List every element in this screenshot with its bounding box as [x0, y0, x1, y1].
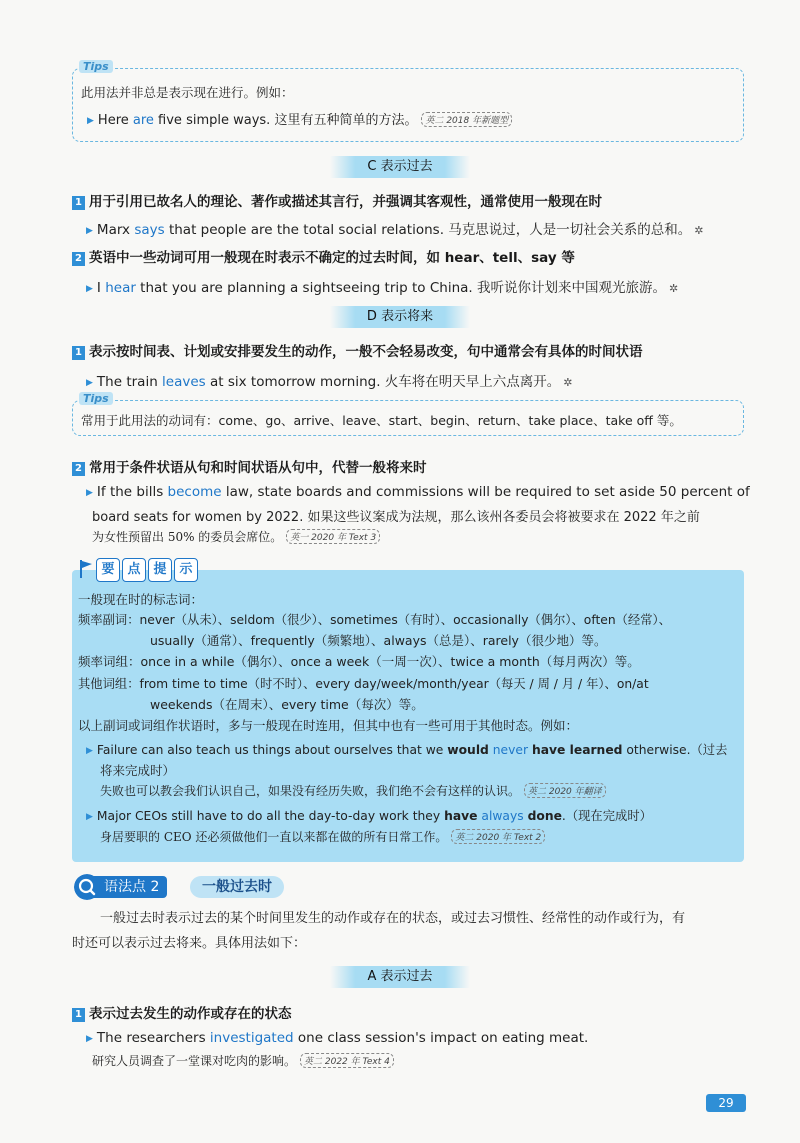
highlighted-verb: hear	[105, 280, 136, 296]
bullet-triangle-icon: ▶	[86, 284, 93, 294]
sound-icon: ✲	[694, 224, 704, 237]
example-line	[92, 1052, 394, 1069]
example-text: Major CEOs still have to do all the day-to-day work they	[96, 809, 445, 823]
source-badge: 英二 2020 年 Text 2	[451, 829, 545, 844]
bullet-triangle-icon: ▶	[86, 812, 93, 822]
example-text: Here	[97, 113, 133, 128]
title-char: 要	[96, 558, 120, 582]
rule-number: 2	[72, 252, 85, 266]
example-text: that you are planning a sightseeing trip to China. 我听说你计划来中国观光旅游。	[135, 280, 667, 296]
bullet-triangle-icon: ▶	[86, 378, 93, 388]
rule-text: 用于引用已故名人的理论、著作或描述其言行，并强调其客观性，通常使用一般现在时	[89, 194, 602, 210]
flag-icon	[80, 560, 92, 578]
key-point-line: weekends（在周末）、every time（每次）等。	[150, 697, 424, 712]
example-text: one class session's impact on eating meat.	[293, 1030, 589, 1046]
key-point-line: usually（通常）、frequently（频繁地）、always（总是）、rarely（很少地）等。	[150, 633, 607, 648]
example-line: board seats for women by 2022. 如果这些议案成为法规，那么该州各委员会将被要求在 2022 年之前	[92, 510, 700, 525]
example-text: otherwise.（过去	[622, 743, 728, 757]
key-point-example	[86, 806, 652, 824]
bold-verb: would	[447, 743, 489, 757]
highlighted-verb: says	[134, 222, 165, 238]
example-text: Marx	[96, 222, 135, 238]
section-heading-a: A 表示过去	[330, 966, 470, 988]
rule-text: 英语中一些动词可用一般现在时表示不确定的过去时间，如 hear、tell、say 等	[89, 250, 575, 266]
rule-item	[72, 190, 602, 210]
example-text: If the bills	[96, 484, 168, 500]
example-text: The train	[96, 374, 163, 390]
key-point-line: 其他词组：from time to time（时不时）、every day/week/month/year（每天 / 周 / 月 / 年）、on/at	[78, 677, 649, 691]
source-badge: 英二 2018 年新题型	[421, 112, 512, 127]
intro-paragraph	[72, 906, 744, 931]
highlighted-verb: become	[167, 484, 222, 500]
rule-text: 表示过去发生的动作或存在的状态	[89, 1006, 292, 1022]
example-line	[86, 276, 678, 296]
key-point-line: 频率词组：once in a while（偶尔）、once a week（一周一次）、twice a month（每月两次）等。	[78, 654, 640, 669]
title-char: 点	[122, 558, 146, 582]
example-text: that people are the total social relations. 马克思说过，人是一切社会关系的总和。	[164, 222, 692, 238]
rule-item	[72, 1002, 292, 1022]
bullet-triangle-icon: ▶	[86, 746, 93, 756]
highlighted-verb: leaves	[162, 374, 206, 390]
section-heading-c: C 表示过去	[330, 156, 470, 178]
bullet-triangle-icon: ▶	[86, 1034, 93, 1044]
bold-verb: have learned	[531, 743, 623, 757]
rule-number: 1	[72, 1008, 85, 1022]
key-point-line: 以上副词或词组作状语时，多与一般现在时连用，但其中也有一些可用于其他时态。例如：	[78, 718, 579, 733]
example-line	[86, 484, 750, 500]
bold-verb: have	[444, 809, 478, 823]
key-point-line: 一般现在时的标志词：	[78, 592, 204, 607]
rule-number: 1	[72, 196, 85, 210]
example-text: I	[96, 280, 106, 296]
source-badge: 英一 2020 年 Text 3	[286, 529, 380, 544]
tips-box	[72, 392, 744, 436]
grammar-point-label: 语法点 2	[92, 876, 167, 898]
source-badge: 英二 2020 年翻译	[524, 783, 606, 798]
page-number: 29	[706, 1094, 746, 1112]
example-line	[86, 1030, 588, 1046]
rule-text: 表示按时间表、计划或安排要发生的动作，一般不会轻易改变，句中通常会有具体的时间状语	[89, 344, 643, 360]
example-translation: 失败也可以教会我们认识自己，如果没有经历失败，我们绝不会有这样的认识。	[100, 784, 521, 798]
key-point-translation	[100, 782, 606, 799]
example-text: at six tomorrow morning. 火车将在明天早上六点离开。	[205, 374, 561, 390]
bold-verb: done	[527, 809, 562, 823]
highlighted-adverb: never	[492, 743, 529, 757]
example-line	[86, 218, 704, 238]
tips-tag: Tips	[79, 392, 113, 405]
example-text: five simple ways. 这里有五种简单的方法。	[153, 113, 418, 128]
tips-example	[87, 109, 512, 128]
tips-text: 常用于此用法的动词有：come、go、arrive、leave、start、begin、return、take place、take off 等。	[81, 413, 682, 428]
example-translation: 身居要职的 CEO 还必须做他们一直以来都在做的所有日常工作。	[100, 830, 448, 844]
key-point-line: 频率副词：never（从未）、seldom（很少）、sometimes（有时）、occasionally（偶尔）、often（经常）、	[78, 613, 671, 627]
tips-text: 此用法并非总是表示现在进行。例如：	[81, 85, 294, 100]
highlighted-verb: are	[132, 113, 154, 128]
example-text: .（现在完成时）	[561, 809, 652, 823]
intro-line: 一般过去时表示过去的某个时间里发生的动作或存在的状态，或过去习惯性、经常性的动作或行为，有	[100, 911, 686, 926]
example-translation: 研究人员调查了一堂课对吃肉的影响。	[92, 1054, 297, 1068]
sound-icon: ✲	[669, 282, 679, 295]
title-char: 提	[148, 558, 172, 582]
rule-item	[72, 246, 575, 266]
search-icon	[74, 874, 100, 900]
sound-icon: ✲	[563, 376, 573, 389]
section-heading-d: D 表示将来	[330, 306, 470, 328]
example-line	[92, 528, 380, 545]
bullet-triangle-icon: ▶	[86, 488, 93, 498]
tips-tag: Tips	[79, 60, 113, 73]
bullet-triangle-icon: ▶	[87, 116, 94, 126]
rule-item	[72, 456, 427, 476]
rule-number: 1	[72, 346, 85, 360]
grammar-point-title: 一般过去时	[190, 876, 284, 898]
source-badge: 英二 2022 年 Text 4	[300, 1053, 394, 1068]
intro-paragraph-cont: 时还可以表示过去将来。具体用法如下：	[72, 936, 307, 951]
rule-item	[72, 340, 643, 360]
highlighted-verb: investigated	[209, 1030, 294, 1046]
key-point-example	[86, 740, 727, 758]
key-points-box	[72, 562, 744, 862]
key-point-line: 将来完成时）	[100, 763, 176, 778]
rule-text: 常用于条件状语从句和时间状语从句中，代替一般将来时	[89, 460, 427, 476]
example-translation: 为女性预留出 50% 的委员会席位。	[92, 530, 283, 544]
rule-number: 2	[72, 462, 85, 476]
example-text: Failure can also teach us things about ourselves that we	[96, 743, 448, 757]
key-point-translation	[100, 828, 545, 845]
example-line	[86, 370, 573, 390]
tips-box	[72, 60, 744, 142]
bullet-triangle-icon: ▶	[86, 226, 93, 236]
title-char: 示	[174, 558, 198, 582]
example-text: The researchers	[96, 1030, 210, 1046]
example-text: law, state boards and commissions will be required to set aside 50 percent of	[221, 484, 750, 500]
highlighted-adverb: always	[481, 809, 524, 823]
